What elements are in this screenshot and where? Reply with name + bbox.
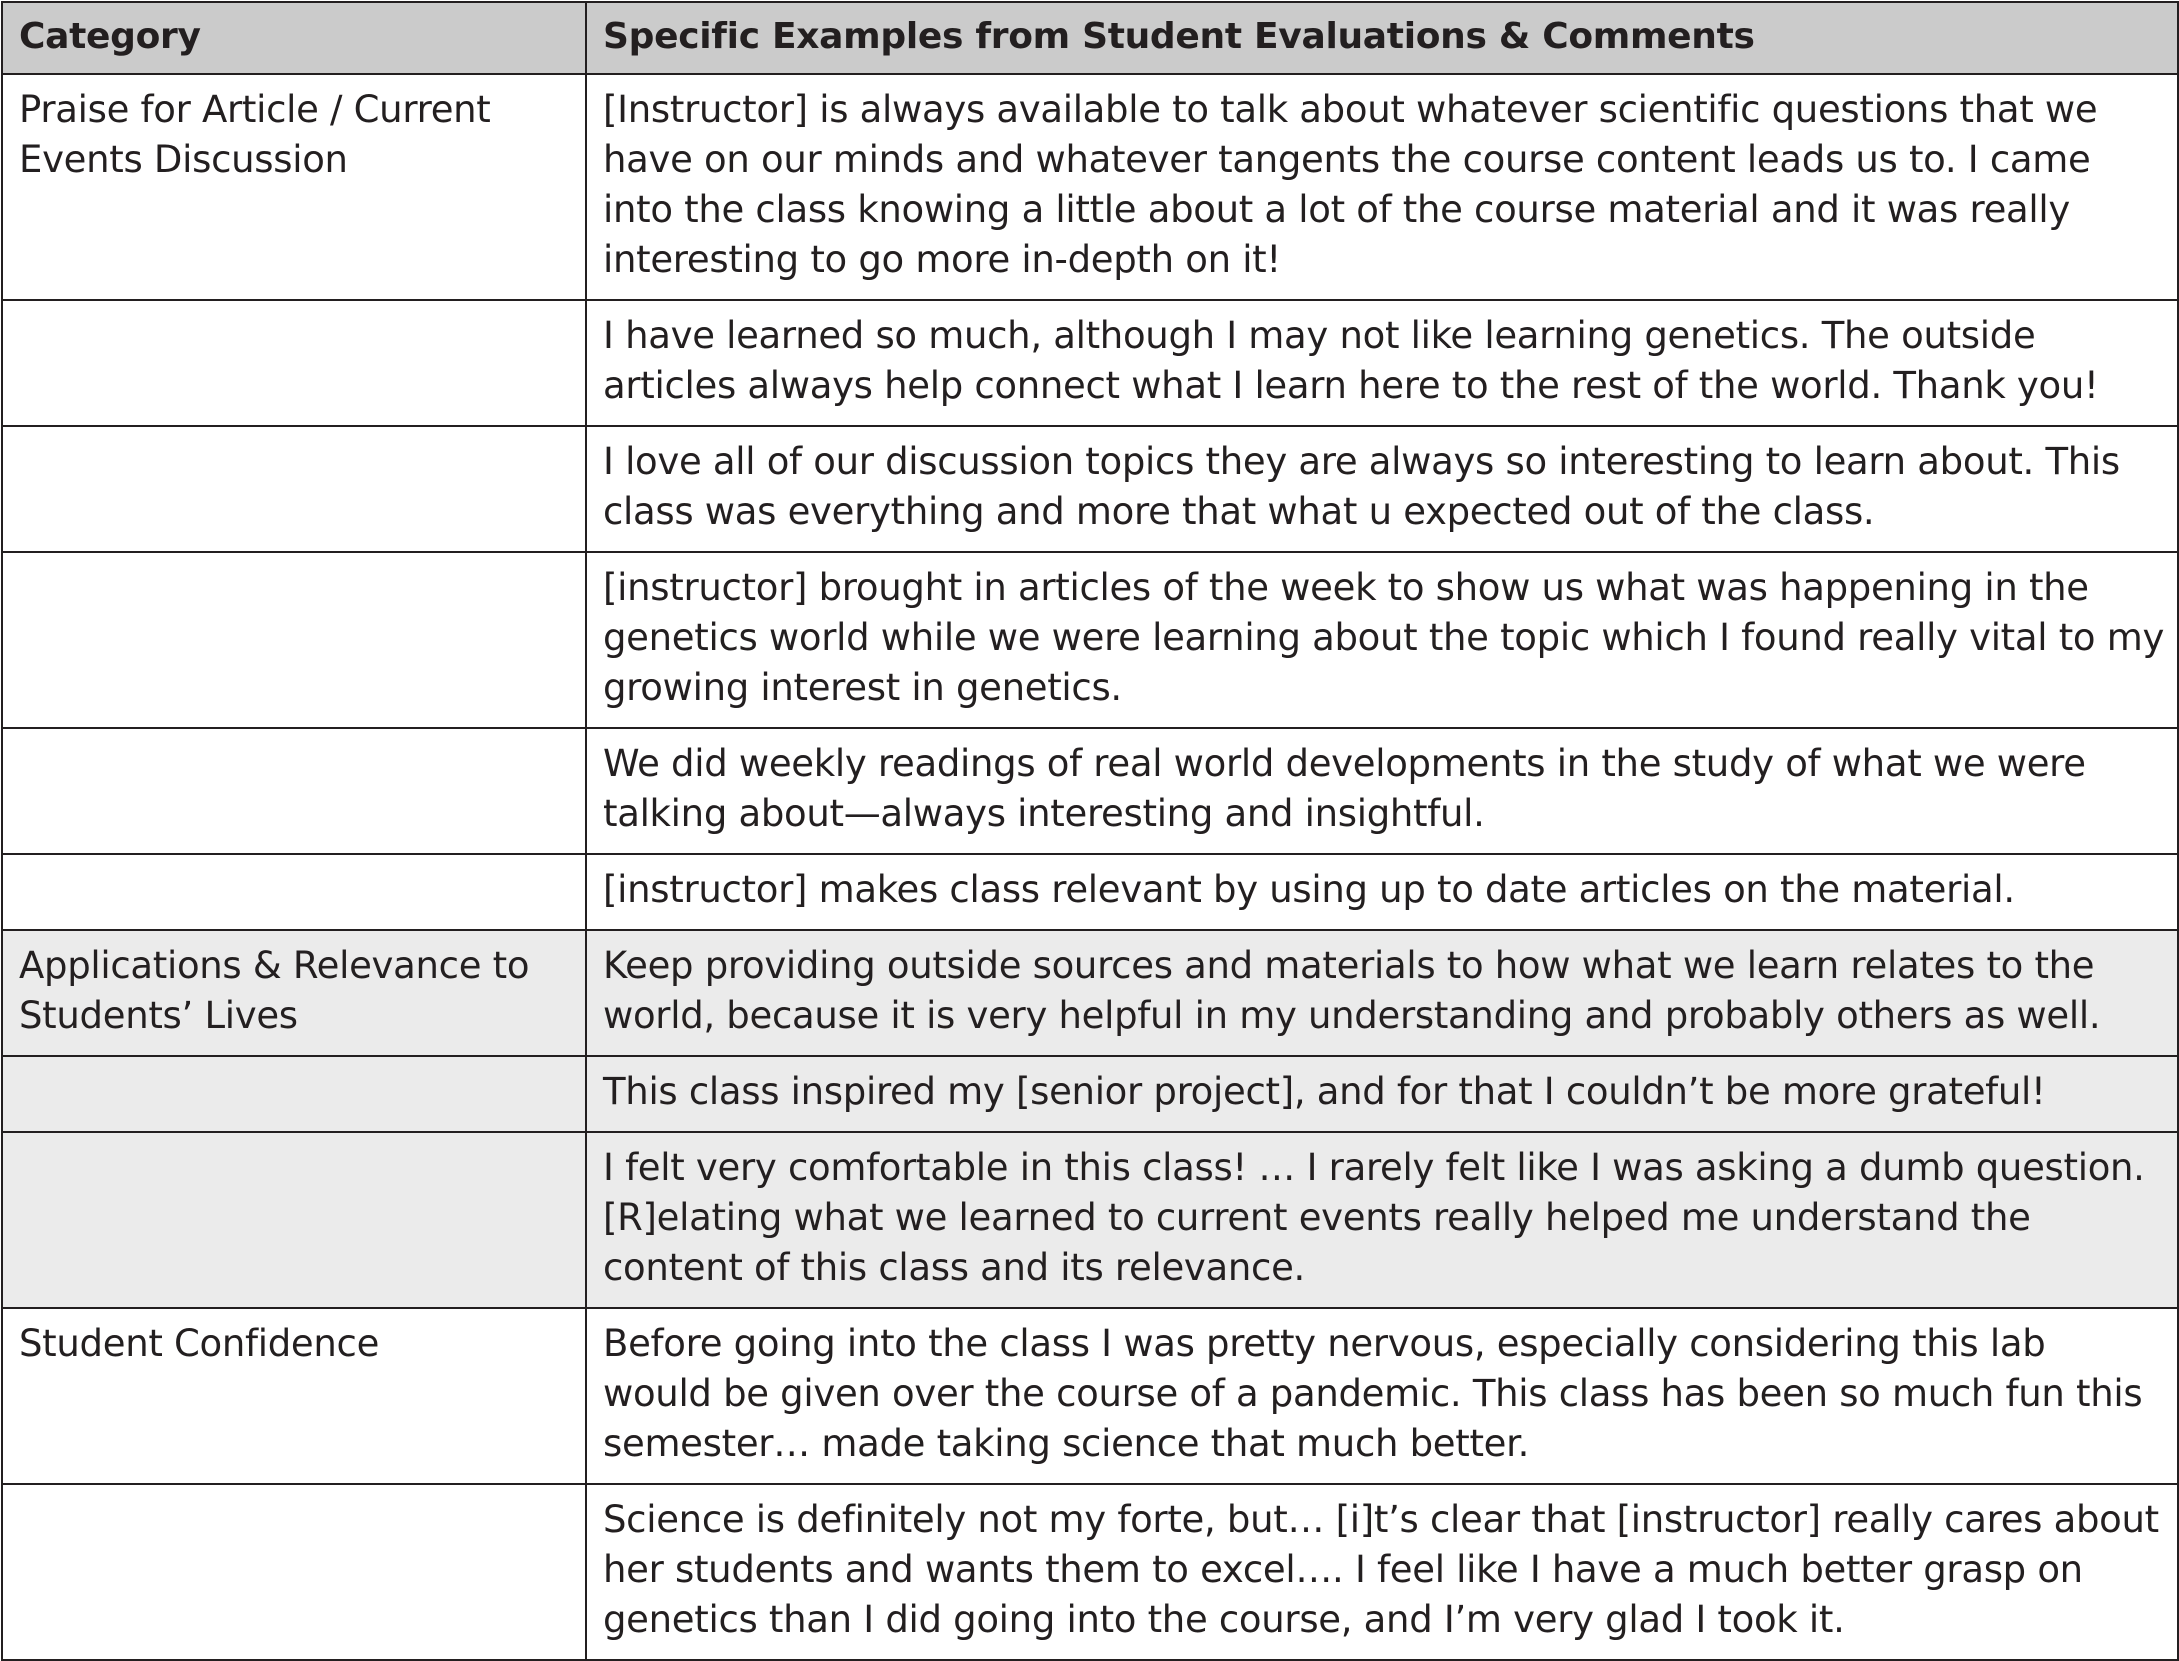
table-row bbox=[2, 728, 2178, 854]
table-row bbox=[2, 1308, 2178, 1484]
category-cell-empty bbox=[2, 728, 586, 854]
comment-cell: I felt very comfortable in this class! … I rarely felt like I was asking a dumb question. [R]elating what we learned to current events really helped me understand the content of this class and its relevance. bbox=[586, 1132, 2178, 1308]
category-cell-empty bbox=[2, 1056, 586, 1132]
table-header bbox=[2, 2, 2178, 74]
category-cell-empty bbox=[2, 1484, 586, 1660]
header-row bbox=[2, 2, 2178, 74]
comment-cell: [instructor] brought in articles of the week to show us what was happening in the genetics world while we were learning about the topic which I found really vital to my growing interest in genetics. bbox=[586, 552, 2178, 728]
table-row bbox=[2, 426, 2178, 552]
category-cell-empty bbox=[2, 854, 586, 930]
comment-cell: We did weekly readings of real world developments in the study of what we were talking about—always interesting and insightful. bbox=[586, 728, 2178, 854]
column-header-category: Category bbox=[2, 2, 586, 74]
category-cell-empty bbox=[2, 426, 586, 552]
table-row bbox=[2, 854, 2178, 930]
comment-cell: Science is definitely not my forte, but… [i]t’s clear that [instructor] really cares about her students and wants them to excel…. I feel like I have a much better grasp on genetics than I did going into the course, and I’m very glad I took it. bbox=[586, 1484, 2178, 1660]
category-cell: Student Confidence bbox=[2, 1308, 586, 1484]
table-row bbox=[2, 1484, 2178, 1660]
category-cell-empty bbox=[2, 300, 586, 426]
table-row bbox=[2, 74, 2178, 300]
table-row bbox=[2, 930, 2178, 1056]
comment-cell: [instructor] makes class relevant by using up to date articles on the material. bbox=[586, 854, 2178, 930]
category-cell-empty bbox=[2, 1132, 586, 1308]
category-group-praise bbox=[2, 74, 2178, 930]
category-cell: Applications & Relevance to Students’ Lives bbox=[2, 930, 586, 1056]
category-cell: Praise for Article / Current Events Discussion bbox=[2, 74, 586, 300]
comment-cell: I love all of our discussion topics they are always so interesting to learn about. This class was everything and more that what u expected out of the class. bbox=[586, 426, 2178, 552]
table-row bbox=[2, 1056, 2178, 1132]
category-group-applications bbox=[2, 930, 2178, 1308]
column-header-examples: Specific Examples from Student Evaluations & Comments bbox=[586, 2, 2178, 74]
comment-cell: I have learned so much, although I may not like learning genetics. The outside articles always help connect what I learn here to the rest of the world. Thank you! bbox=[586, 300, 2178, 426]
category-cell-empty bbox=[2, 552, 586, 728]
table-row bbox=[2, 1132, 2178, 1308]
table-row bbox=[2, 552, 2178, 728]
comment-cell: This class inspired my [senior project], and for that I couldn’t be more grateful! bbox=[586, 1056, 2178, 1132]
comment-cell: Keep providing outside sources and materials to how what we learn relates to the world, because it is very helpful in my understanding and probably others as well. bbox=[586, 930, 2178, 1056]
comment-cell: [Instructor] is always available to talk about whatever scientific questions that we have on our minds and whatever tangents the course content leads us to. I came into the class knowing a little about a lot of the course material and it was really interesting to go more in-depth on it! bbox=[586, 74, 2178, 300]
table-row bbox=[2, 300, 2178, 426]
category-group-confidence bbox=[2, 1308, 2178, 1660]
evaluation-comments-table bbox=[1, 1, 2179, 1661]
comment-cell: Before going into the class I was pretty nervous, especially considering this lab would be given over the course of a pandemic. This class has been so much fun this semester… made taking science that much better. bbox=[586, 1308, 2178, 1484]
